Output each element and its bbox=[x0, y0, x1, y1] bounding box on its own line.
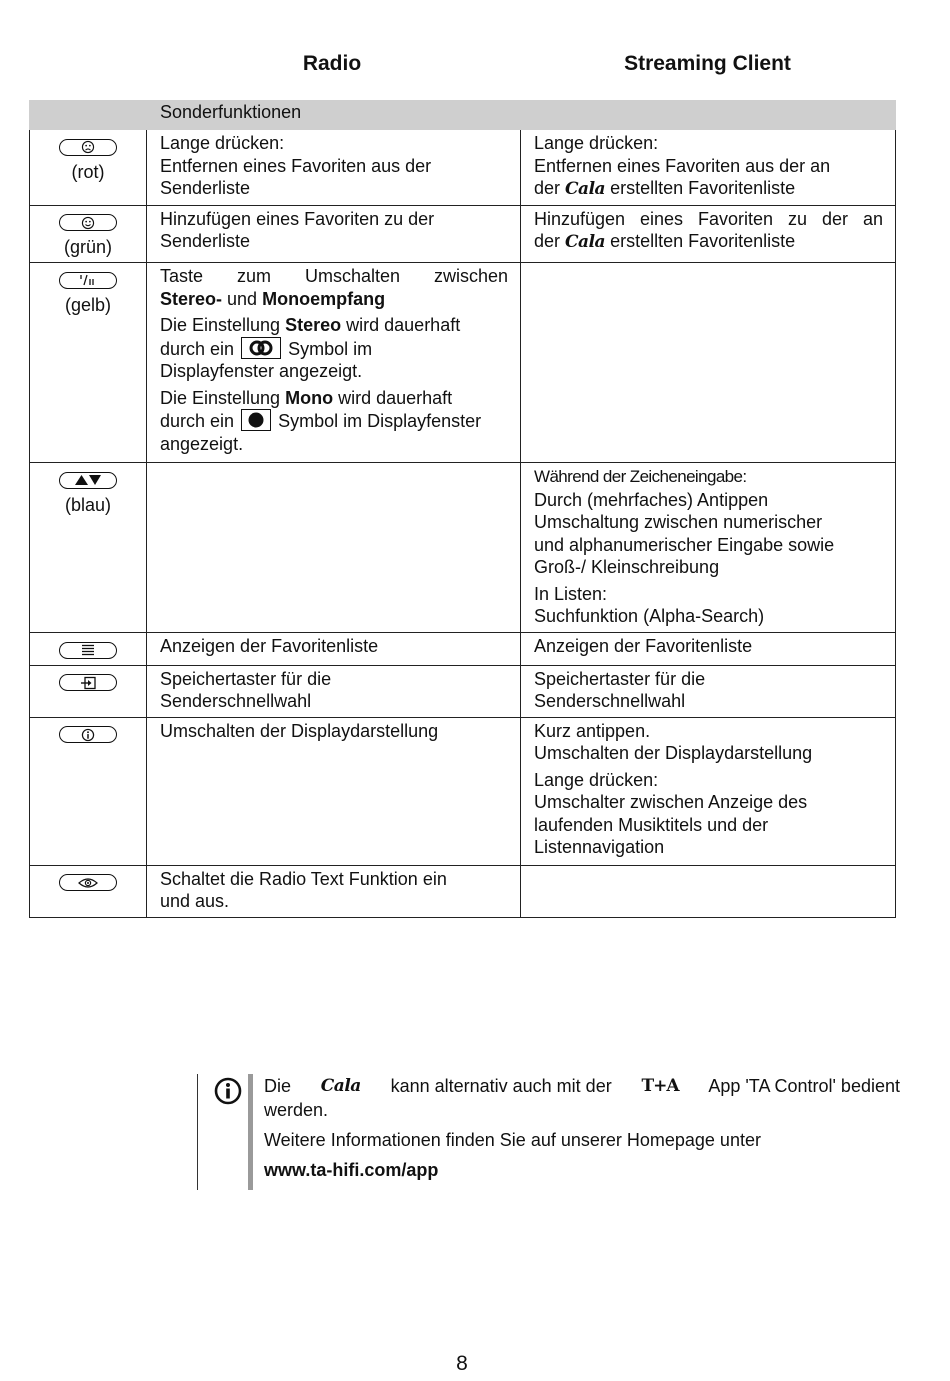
streaming-cell: Während der Zeicheneingabe: Durch (mehrfaches) Antippen Umschaltung zwischen numerischer und alphanumerischer Eingabe sowie Groß-/ Kleinschreibung In Listen: Suchfunktion (Alpha-Search) bbox=[521, 463, 896, 633]
streaming-cell: Speichertaster für die Senderschnellwahl bbox=[521, 665, 896, 717]
radio-cell: Umschalten der Displaydarstellung bbox=[147, 717, 521, 865]
note-text: Die Cala kann alternativ auch mit der T+A App 'TA Control' bedient werden. Weitere Informationen finden Sie auf unserer Homepage unter www.ta-hifi.com/app bbox=[264, 1076, 900, 1180]
radio-cell: Lange drücken: Entfernen eines Favoriten aus der Senderliste bbox=[147, 130, 521, 206]
smiley-face-icon bbox=[82, 216, 95, 229]
sad-face-icon bbox=[82, 141, 95, 154]
stereo-symbol-icon bbox=[247, 340, 275, 356]
streaming-cell: Anzeigen der Favoritenliste bbox=[521, 633, 896, 666]
radio-text-key-button bbox=[59, 874, 117, 891]
list-icon bbox=[81, 644, 95, 656]
radio-cell: Hinzufügen eines Favoriten zu der Senderliste bbox=[147, 205, 521, 263]
table-row bbox=[30, 263, 896, 463]
table-row bbox=[30, 463, 896, 633]
info-key-button bbox=[59, 726, 117, 743]
favorites-list-key-button bbox=[59, 642, 117, 659]
radio-cell: Schaltet die Radio Text Funktion ein und aus. bbox=[147, 865, 521, 917]
radio-cell: Speichertaster für die Senderschnellwahl bbox=[147, 665, 521, 717]
green-key-button bbox=[59, 214, 117, 231]
radio-cell: Taste zum Umschalten zwischen Stereo- und Monoempfang Die Einstellung Stereo wird dauerhaft durch ein Symbol im Displayfenster angezeigt. Die Einstellung Mono wird dauerhaft durch ein Symbol im Displayfenster angezeigt. bbox=[147, 263, 521, 463]
streaming-cell: Hinzufügen eines Favoriten zu der an der Cala erstellten Favoritenliste bbox=[521, 205, 896, 263]
note-bar bbox=[248, 1074, 253, 1190]
store-key-button bbox=[59, 674, 117, 691]
streaming-cell bbox=[521, 263, 896, 463]
info-icon bbox=[82, 728, 95, 741]
mono-symbol-box bbox=[241, 409, 271, 431]
red-key-button bbox=[59, 139, 117, 156]
table-row bbox=[30, 130, 896, 206]
column-header-radio: Radio bbox=[302, 52, 362, 75]
homepage-url[interactable]: www.ta-hifi.com/app bbox=[264, 1160, 439, 1180]
streaming-cell: Lange drücken: Entfernen eines Favoriten aus der an der Cala erstellten Favoritenliste bbox=[521, 130, 896, 206]
table-row bbox=[30, 665, 896, 717]
stereo-mono-icon bbox=[78, 274, 98, 286]
table-row bbox=[30, 717, 896, 865]
function-table bbox=[29, 100, 896, 918]
column-header-streaming: Streaming Client bbox=[624, 52, 791, 75]
key-color-label: (rot) bbox=[71, 161, 105, 182]
key-color-label: (blau) bbox=[64, 494, 112, 515]
yellow-key-button bbox=[59, 272, 117, 289]
cala-brand-logo: Cala bbox=[565, 179, 606, 199]
info-icon bbox=[214, 1077, 242, 1105]
page-number: 8 bbox=[456, 1352, 468, 1375]
store-icon bbox=[80, 676, 96, 689]
streaming-cell bbox=[521, 865, 896, 917]
stereo-symbol-box bbox=[241, 337, 281, 359]
blue-key-button bbox=[59, 472, 117, 489]
info-note bbox=[197, 1074, 904, 1190]
cala-brand-logo: Cala bbox=[565, 232, 606, 252]
eye-icon bbox=[78, 877, 98, 889]
radio-cell: Anzeigen der Favoritenliste bbox=[147, 633, 521, 666]
cala-brand-logo: Cala bbox=[320, 1076, 361, 1096]
radio-cell bbox=[147, 463, 521, 633]
key-color-label: (grün) bbox=[63, 237, 112, 257]
ta-brand-logo: T+A bbox=[641, 1076, 679, 1096]
table-row bbox=[30, 865, 896, 917]
section-header-row bbox=[30, 101, 896, 130]
table-row bbox=[30, 205, 896, 263]
up-down-arrows-icon bbox=[73, 474, 103, 486]
mono-symbol-icon bbox=[247, 411, 265, 429]
key-color-label: (gelb) bbox=[64, 294, 112, 315]
section-title: Sonderfunktionen bbox=[147, 101, 521, 130]
table-row bbox=[30, 633, 896, 666]
streaming-cell: Kurz antippen. Umschalten der Displaydarstellung Lange drücken: Umschalter zwischen Anzeige des laufenden Musiktitels und der Listennavigation bbox=[521, 717, 896, 865]
